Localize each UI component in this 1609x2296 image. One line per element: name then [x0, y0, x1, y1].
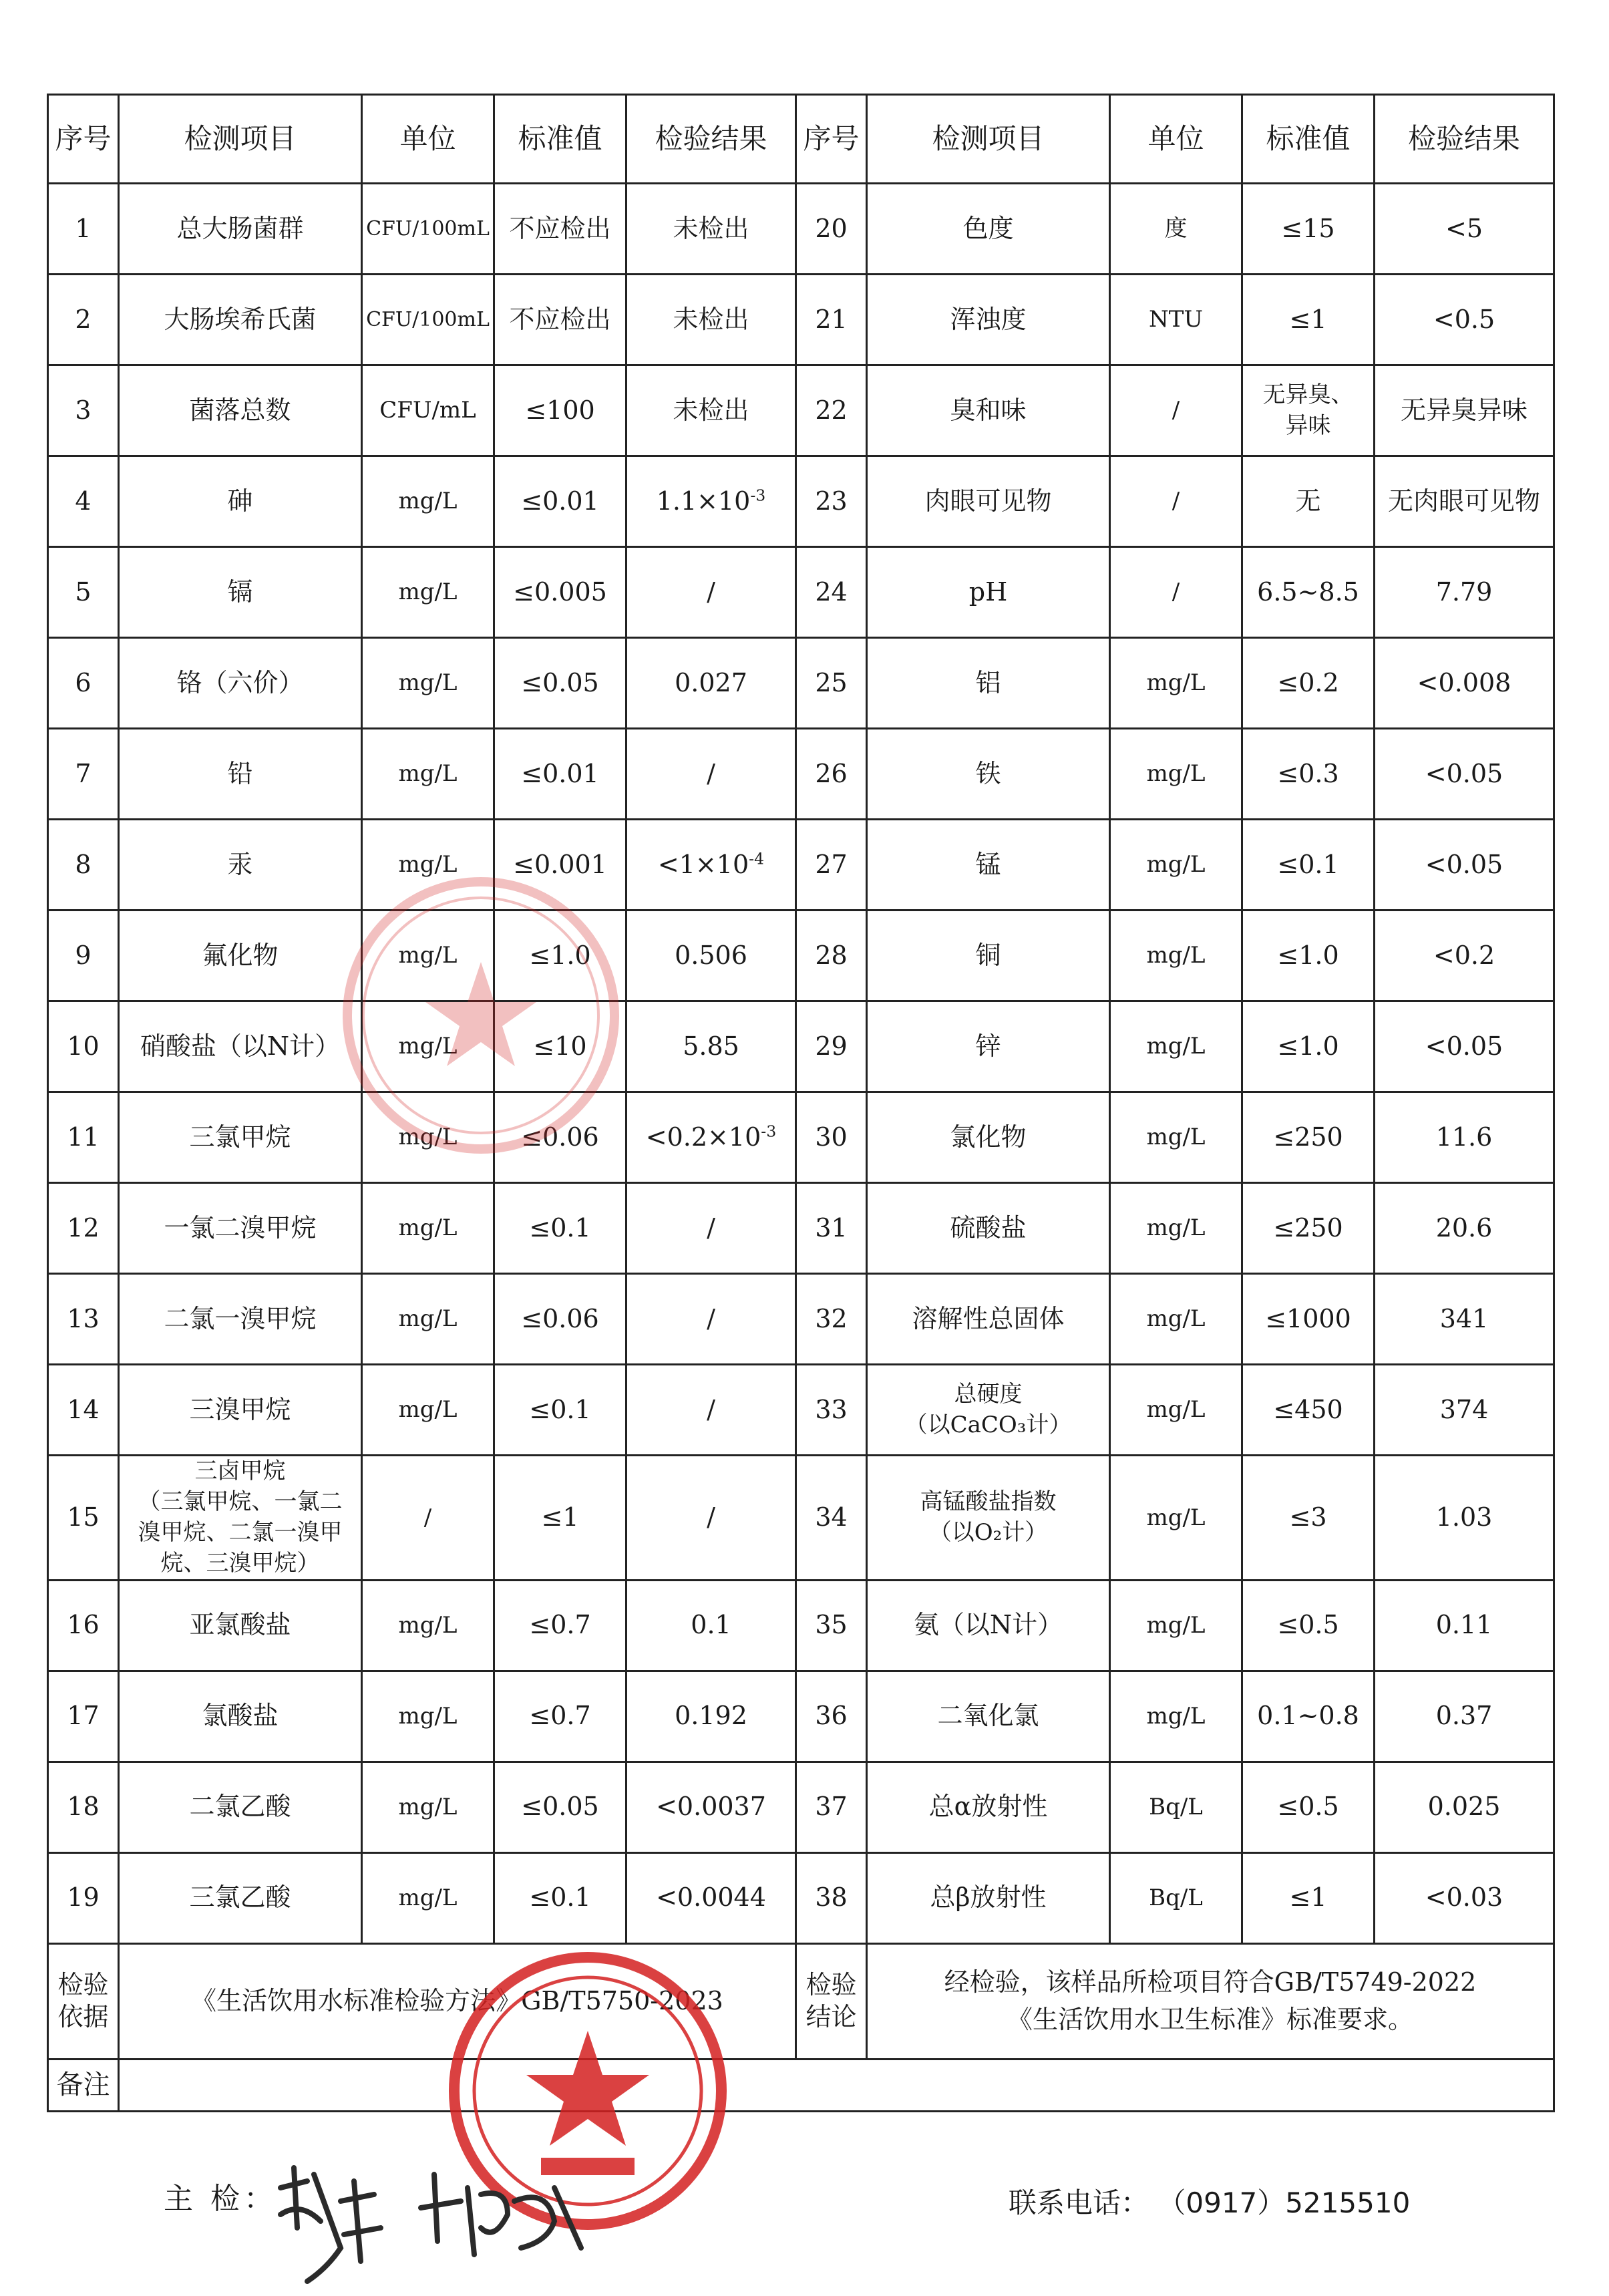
unit-cell: mg/L [1110, 1580, 1242, 1671]
standard-cell: ≤0.5 [1242, 1762, 1375, 1852]
item-cell: 铬（六价） [119, 638, 362, 729]
standard-cell: ≤100 [494, 365, 627, 456]
table-row [48, 1456, 1554, 1581]
inspector-label: 主 检： [164, 2182, 277, 2216]
item-cell: 菌落总数 [119, 365, 362, 456]
standard-cell: ≤250 [1242, 1183, 1375, 1274]
result-cell: <5 [1375, 184, 1554, 275]
standard-cell: ≤0.7 [494, 1580, 627, 1671]
standard-cell: ≤0.3 [1242, 729, 1375, 820]
item-cell: 一氯二溴甲烷 [119, 1183, 362, 1274]
seq-cell: 25 [796, 638, 867, 729]
item-cell: 锰 [867, 820, 1110, 911]
seq-cell: 21 [796, 275, 867, 365]
item-cell: 铜 [867, 911, 1110, 1001]
unit-cell: CFU/mL [362, 365, 494, 456]
standard-cell [1242, 365, 1375, 456]
standard-cell: ≤1 [1242, 275, 1375, 365]
seq-cell: 3 [48, 365, 119, 456]
unit-cell: mg/L [1110, 729, 1242, 820]
table-row [48, 1274, 1554, 1365]
seq-cell: 37 [796, 1762, 867, 1852]
item-line: （以CaCO₃计） [904, 1411, 1072, 1438]
seq-cell: 10 [48, 1001, 119, 1092]
result-cell: <0.05 [1375, 820, 1554, 911]
result-exponent: -3 [750, 486, 766, 505]
unit-cell: mg/L [1110, 1671, 1242, 1762]
table-row [48, 1183, 1554, 1274]
unit-cell: 度 [1110, 184, 1242, 275]
seq-cell: 13 [48, 1274, 119, 1365]
item-cell: 臭和味 [867, 365, 1110, 456]
table-row [48, 1001, 1554, 1092]
result-cell: 0.027 [627, 638, 796, 729]
seq-cell: 14 [48, 1365, 119, 1456]
result-cell [627, 456, 796, 547]
standard-cell: ≤1.0 [494, 911, 627, 1001]
seq-cell: 20 [796, 184, 867, 275]
conclusion-label [796, 1943, 867, 2059]
seq-cell: 29 [796, 1001, 867, 1092]
table-row [48, 1762, 1554, 1852]
result-cell: <0.2 [1375, 911, 1554, 1001]
unit-cell: mg/L [362, 729, 494, 820]
standard-cell: 0.1~0.8 [1242, 1671, 1375, 1762]
result-exponent: -3 [761, 1122, 777, 1141]
table-row [48, 275, 1554, 365]
result-cell: <0.0037 [627, 1762, 796, 1852]
handwritten-signature-icon [267, 2148, 641, 2295]
item-line: （以O₂计） [928, 1518, 1048, 1546]
seq-cell: 2 [48, 275, 119, 365]
table-row [48, 729, 1554, 820]
item-cell: 镉 [119, 547, 362, 638]
seq-cell: 34 [796, 1456, 867, 1581]
standard-cell: ≤0.06 [494, 1274, 627, 1365]
unit-cell: mg/L [362, 1671, 494, 1762]
header-standard-right: 标准值 [1242, 95, 1375, 184]
result-cell: 0.1 [627, 1580, 796, 1671]
phone-value: （0917）5215510 [1157, 2186, 1411, 2219]
water-test-results-table [47, 94, 1555, 2112]
result-cell [627, 1092, 796, 1183]
table-row [48, 456, 1554, 547]
standard-cell: ≤1 [494, 1456, 627, 1581]
table-row [48, 1671, 1554, 1762]
standard-cell: ≤0.05 [494, 1762, 627, 1852]
unit-cell: mg/L [1110, 911, 1242, 1001]
result-cell: 11.6 [1375, 1092, 1554, 1183]
item-cell: 铅 [119, 729, 362, 820]
result-cell: 未检出 [627, 184, 796, 275]
table-row [48, 911, 1554, 1001]
result-cell: 0.11 [1375, 1580, 1554, 1671]
table-row [48, 1365, 1554, 1456]
seq-cell: 5 [48, 547, 119, 638]
standard-cell: 不应检出 [494, 184, 627, 275]
unit-cell: mg/L [362, 1365, 494, 1456]
result-cell: 374 [1375, 1365, 1554, 1456]
seq-cell: 24 [796, 547, 867, 638]
unit-cell: mg/L [362, 1274, 494, 1365]
item-cell: 总大肠菌群 [119, 184, 362, 275]
unit-cell: / [1110, 547, 1242, 638]
header-unit-left: 单位 [362, 95, 494, 184]
seq-cell: 18 [48, 1762, 119, 1852]
seq-cell: 7 [48, 729, 119, 820]
item-cell: 色度 [867, 184, 1110, 275]
item-cell: 亚氯酸盐 [119, 1580, 362, 1671]
result-cell: 5.85 [627, 1001, 796, 1092]
header-seq-left: 序号 [48, 95, 119, 184]
item-cell: 砷 [119, 456, 362, 547]
item-cell: 氨（以N计） [867, 1580, 1110, 1671]
result-cell: 0.192 [627, 1671, 796, 1762]
unit-cell: CFU/100mL [362, 184, 494, 275]
seq-cell: 11 [48, 1092, 119, 1183]
item-line: 烷、三溴甲烷） [160, 1549, 320, 1577]
item-cell: 硝酸盐（以N计） [119, 1001, 362, 1092]
standard-cell: ≤450 [1242, 1365, 1375, 1456]
standard-cell: ≤0.2 [1242, 638, 1375, 729]
table-row [48, 1852, 1554, 1943]
item-cell [867, 1456, 1110, 1581]
unit-cell: mg/L [362, 820, 494, 911]
item-cell: 大肠埃希氏菌 [119, 275, 362, 365]
unit-cell: / [1110, 365, 1242, 456]
seq-cell: 28 [796, 911, 867, 1001]
standard-cell: ≤0.1 [1242, 820, 1375, 911]
item-cell: 肉眼可见物 [867, 456, 1110, 547]
item-line: 高锰酸盐指数 [920, 1488, 1057, 1515]
seq-cell: 22 [796, 365, 867, 456]
result-cell: / [627, 729, 796, 820]
item-cell: 二氯一溴甲烷 [119, 1274, 362, 1365]
item-cell: 溶解性总固体 [867, 1274, 1110, 1365]
result-cell: 20.6 [1375, 1183, 1554, 1274]
seq-cell: 33 [796, 1365, 867, 1456]
phone-label: 联系电话： [1009, 2186, 1149, 2219]
contact-phone [1009, 2181, 1410, 2221]
unit-cell: mg/L [362, 1092, 494, 1183]
unit-cell: mg/L [362, 1001, 494, 1092]
result-cell: <0.03 [1375, 1852, 1554, 1943]
unit-cell: mg/L [362, 1580, 494, 1671]
item-line: 溴甲烷、二氯一溴甲 [138, 1518, 343, 1546]
item-line: 总硬度 [954, 1380, 1023, 1408]
standard-cell: 不应检出 [494, 275, 627, 365]
unit-cell: mg/L [1110, 1183, 1242, 1274]
result-cell: <0.05 [1375, 1001, 1554, 1092]
unit-cell: mg/L [1110, 1365, 1242, 1456]
result-cell: 无肉眼可见物 [1375, 456, 1554, 547]
header-standard-left: 标准值 [494, 95, 627, 184]
standard-cell: ≤0.1 [494, 1852, 627, 1943]
seq-cell: 38 [796, 1852, 867, 1943]
item-cell [867, 1365, 1110, 1456]
item-cell: 氯酸盐 [119, 1671, 362, 1762]
conclusion-line: 经检验，该样品所检项目符合GB/T5749-2022 [944, 1967, 1477, 1997]
header-result-left: 检验结果 [627, 95, 796, 184]
unit-cell: / [1110, 456, 1242, 547]
seq-cell: 16 [48, 1580, 119, 1671]
unit-cell: mg/L [1110, 1001, 1242, 1092]
standard-cell: ≤15 [1242, 184, 1375, 275]
seq-cell: 6 [48, 638, 119, 729]
official-seal-icon [334, 868, 628, 1162]
remark-row [48, 2059, 1554, 2111]
seq-cell: 9 [48, 911, 119, 1001]
table-row [48, 820, 1554, 911]
table-row [48, 547, 1554, 638]
unit-cell: mg/L [1110, 1092, 1242, 1183]
item-cell: 铁 [867, 729, 1110, 820]
standard-cell: ≤0.7 [494, 1671, 627, 1762]
standard-cell: ≤3 [1242, 1456, 1375, 1581]
standard-cell: ≤0.01 [494, 729, 627, 820]
unit-cell: mg/L [362, 1852, 494, 1943]
result-cell: 341 [1375, 1274, 1554, 1365]
result-cell: 1.03 [1375, 1456, 1554, 1581]
result-cell: 0.506 [627, 911, 796, 1001]
result-cell: / [627, 1183, 796, 1274]
seq-cell: 1 [48, 184, 119, 275]
unit-cell: Bq/L [1110, 1852, 1242, 1943]
basis-label-line: 依据 [57, 2001, 109, 2031]
seq-cell: 17 [48, 1671, 119, 1762]
seq-cell: 32 [796, 1274, 867, 1365]
header-item-right: 检测项目 [867, 95, 1110, 184]
results-body [48, 184, 1554, 1944]
item-cell: 氟化物 [119, 911, 362, 1001]
header-result-right: 检验结果 [1375, 95, 1554, 184]
result-cell: / [627, 1274, 796, 1365]
result-exponent: -4 [749, 849, 765, 868]
conclusion-line: 《生活饮用水卫生标准》标准要求。 [1007, 2004, 1413, 2034]
result-cell: / [627, 1456, 796, 1581]
conclusion-label-line: 结论 [806, 2001, 857, 2031]
standard-cell: ≤1.0 [1242, 911, 1375, 1001]
standard-cell: ≤1.0 [1242, 1001, 1375, 1092]
standard-cell: ≤0.5 [1242, 1580, 1375, 1671]
item-cell: 二氯乙酸 [119, 1762, 362, 1852]
table-row [48, 365, 1554, 456]
item-cell: pH [867, 547, 1110, 638]
result-cell: 0.025 [1375, 1762, 1554, 1852]
seq-cell: 27 [796, 820, 867, 911]
unit-cell: NTU [1110, 275, 1242, 365]
basis-conclusion-row [48, 1943, 1554, 2059]
standard-cell: 6.5~8.5 [1242, 547, 1375, 638]
standard-cell: ≤0.001 [494, 820, 627, 911]
item-cell: 三溴甲烷 [119, 1365, 362, 1456]
standard-cell: ≤1 [1242, 1852, 1375, 1943]
basis-text: 《生活饮用水标准检验方法》GB/T5750-2023 [119, 1943, 796, 2059]
report-table-wrapper [47, 94, 1553, 2112]
unit-cell: / [362, 1456, 494, 1581]
unit-cell: Bq/L [1110, 1762, 1242, 1852]
header-seq-right: 序号 [796, 95, 867, 184]
unit-cell: mg/L [362, 638, 494, 729]
result-cell: 0.37 [1375, 1671, 1554, 1762]
standard-line: 异味 [1285, 412, 1331, 439]
seq-cell: 19 [48, 1852, 119, 1943]
item-cell: 总β放射性 [867, 1852, 1110, 1943]
result-cell: / [627, 1365, 796, 1456]
result-cell: 无异臭异味 [1375, 365, 1554, 456]
standard-cell: 无 [1242, 456, 1375, 547]
standard-cell: ≤250 [1242, 1092, 1375, 1183]
seq-cell: 23 [796, 456, 867, 547]
item-cell: 汞 [119, 820, 362, 911]
conclusion-text [867, 1943, 1554, 2059]
seq-cell: 12 [48, 1183, 119, 1274]
seq-cell: 15 [48, 1456, 119, 1581]
table-row [48, 638, 1554, 729]
item-cell: 氯化物 [867, 1092, 1110, 1183]
seq-cell: 36 [796, 1671, 867, 1762]
header-item-left: 检测项目 [119, 95, 362, 184]
conclusion-label-line: 检验 [806, 1970, 857, 2000]
unit-cell: mg/L [362, 547, 494, 638]
result-cell: <0.05 [1375, 729, 1554, 820]
item-line: 三卤甲烷 [194, 1458, 286, 1484]
unit-cell: mg/L [1110, 638, 1242, 729]
standard-cell: ≤0.1 [494, 1365, 627, 1456]
unit-cell: mg/L [1110, 1456, 1242, 1581]
unit-cell: mg/L [362, 1762, 494, 1852]
header-unit-right: 单位 [1110, 95, 1242, 184]
item-cell: 三氯乙酸 [119, 1852, 362, 1943]
unit-cell: mg/L [362, 1183, 494, 1274]
item-cell: 铝 [867, 638, 1110, 729]
result-cell: 未检出 [627, 275, 796, 365]
item-cell: 浑浊度 [867, 275, 1110, 365]
basis-label [48, 1943, 119, 2059]
result-cell: <0.5 [1375, 275, 1554, 365]
unit-cell: CFU/100mL [362, 275, 494, 365]
result-cell [627, 820, 796, 911]
seq-cell: 8 [48, 820, 119, 911]
seq-cell: 31 [796, 1183, 867, 1274]
table-row [48, 1092, 1554, 1183]
item-cell: 硫酸盐 [867, 1183, 1110, 1274]
item-cell: 二氧化氯 [867, 1671, 1110, 1762]
result-cell: / [627, 547, 796, 638]
item-line: （三氯甲烷、一氯二 [138, 1488, 343, 1515]
unit-cell: mg/L [362, 911, 494, 1001]
standard-cell: ≤1000 [1242, 1274, 1375, 1365]
table-header-row [48, 95, 1554, 184]
standard-cell: ≤0.1 [494, 1183, 627, 1274]
result-cell: 7.79 [1375, 547, 1554, 638]
standard-cell: ≤10 [494, 1001, 627, 1092]
result-base: <1×10 [657, 849, 749, 879]
table-row [48, 184, 1554, 275]
standard-cell: ≤0.05 [494, 638, 627, 729]
result-cell: 未检出 [627, 365, 796, 456]
result-cell: <0.008 [1375, 638, 1554, 729]
standard-cell: ≤0.01 [494, 456, 627, 547]
seq-cell: 30 [796, 1092, 867, 1183]
unit-cell: mg/L [1110, 1274, 1242, 1365]
basis-label-line: 检验 [57, 1970, 109, 2000]
remark-text [119, 2059, 1554, 2111]
item-cell: 锌 [867, 1001, 1110, 1092]
item-cell: 总α放射性 [867, 1762, 1110, 1852]
result-cell: <0.0044 [627, 1852, 796, 1943]
standard-cell: ≤0.06 [494, 1092, 627, 1183]
seq-cell: 26 [796, 729, 867, 820]
remark-label: 备注 [48, 2059, 119, 2111]
unit-cell: mg/L [362, 456, 494, 547]
unit-cell: mg/L [1110, 820, 1242, 911]
result-base: 1.1×10 [656, 486, 751, 516]
standard-cell: ≤0.005 [494, 547, 627, 638]
item-cell: 三氯甲烷 [119, 1092, 362, 1183]
item-cell [119, 1456, 362, 1581]
seq-cell: 4 [48, 456, 119, 547]
table-row [48, 1580, 1554, 1671]
standard-line: 无异臭、 [1262, 381, 1354, 408]
seq-cell: 35 [796, 1580, 867, 1671]
result-base: <0.2×10 [645, 1122, 761, 1152]
